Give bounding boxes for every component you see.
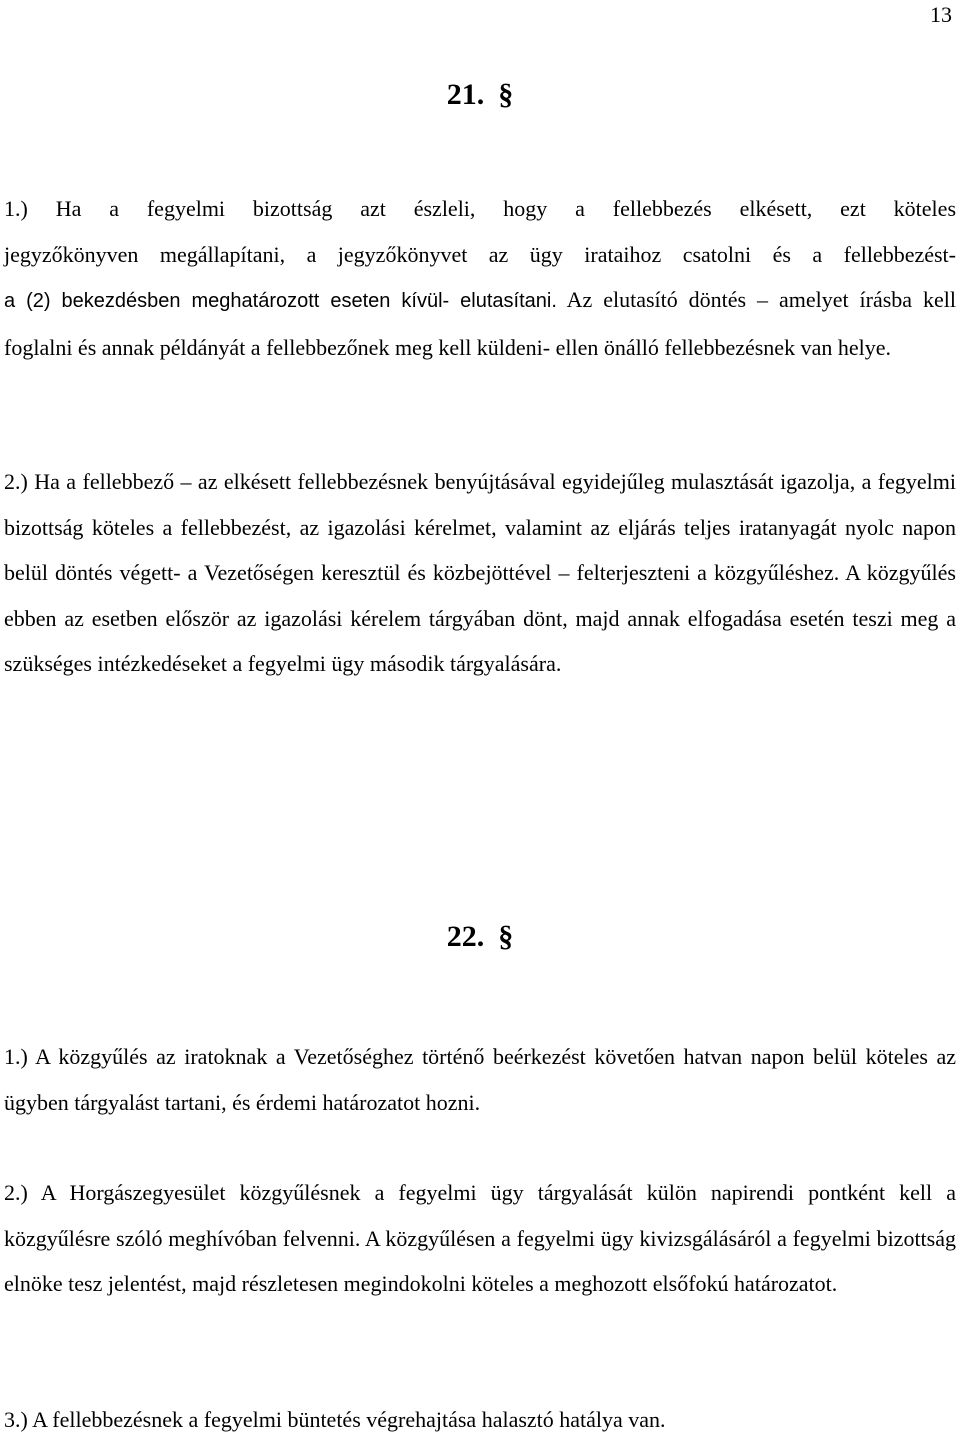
paragraph-line: jegyzőkönyven megállapítani, a jegyzőkönyvet az ügy irataihoz csatolni és a fellebbezést-	[4, 241, 956, 267]
paragraph-21-1	[4, 186, 956, 370]
section-heading-22	[0, 920, 960, 954]
page-number: 13	[930, 2, 952, 27]
paragraph-line: 1.) Ha a fegyelmi bizottság azt észleli, hogy a fellebbezés elkésett, ezt köteles	[4, 196, 956, 221]
section-heading-21	[0, 78, 960, 112]
paragraph-22-2: 2.) A Horgászegyesület közgyűlésnek a fegyelmi ügy tárgyalását külön napirendi pontként kell a közgyűlésre szóló meghívóban felvenni. A közgyűlésen a fegyelmi ügy kivizsgálásáról a fegyelmi bizottság elnöke tesz jelentést, majd részletesen megindokolni köteles a meghozott elsőfokú határozatot.	[4, 1180, 956, 1296]
section-sign: §	[498, 78, 514, 111]
sans-fragment: a (2) bekezdésben meghatározott eseten kívül- elutasítani.	[4, 290, 557, 312]
paragraph-body	[4, 277, 956, 370]
section-sign: §	[498, 920, 514, 953]
paragraph-22-3: 3.) A fellebbezésnek a fegyelmi büntetés végrehajtása halasztó hatálya van.	[4, 1407, 666, 1432]
section-number: 22.	[446, 920, 485, 953]
paragraph-22-1: 1.) A közgyűlés az iratoknak a Vezetőséghez történő beérkezést követően hatvan napon belül köteles az ügyben tárgyalást tartani, és érdemi határozatot hozni.	[4, 1044, 956, 1115]
section-number: 21.	[446, 78, 485, 111]
paragraph-continuation: Az elutasító döntés – amelyet írásba kell foglalni és annak példányát a fellebbezőnek meg kell küldeni- ellen önálló fellebbezésnek van helye.	[4, 287, 956, 360]
paragraph-21-2: 2.) Ha a fellebbező – az elkésett fellebbezésnek benyújtásával egyidejűleg mulasztását igazolja, a fegyelmi bizottság köteles a fellebbezést, az igazolási kérelmet, valamint az eljárás teljes iratanyagát nyolc napon belül döntés végett- a Vezetőségen keresztül és közbejöttével – felterjeszteni a közgyűléshez. A közgyűlés ebben az esetben először az igazolási kérelem tárgyában dönt, majd annak elfogadása esetén teszi meg a szükséges intézkedéseket a fegyelmi ügy második tárgyalására.	[4, 469, 956, 676]
